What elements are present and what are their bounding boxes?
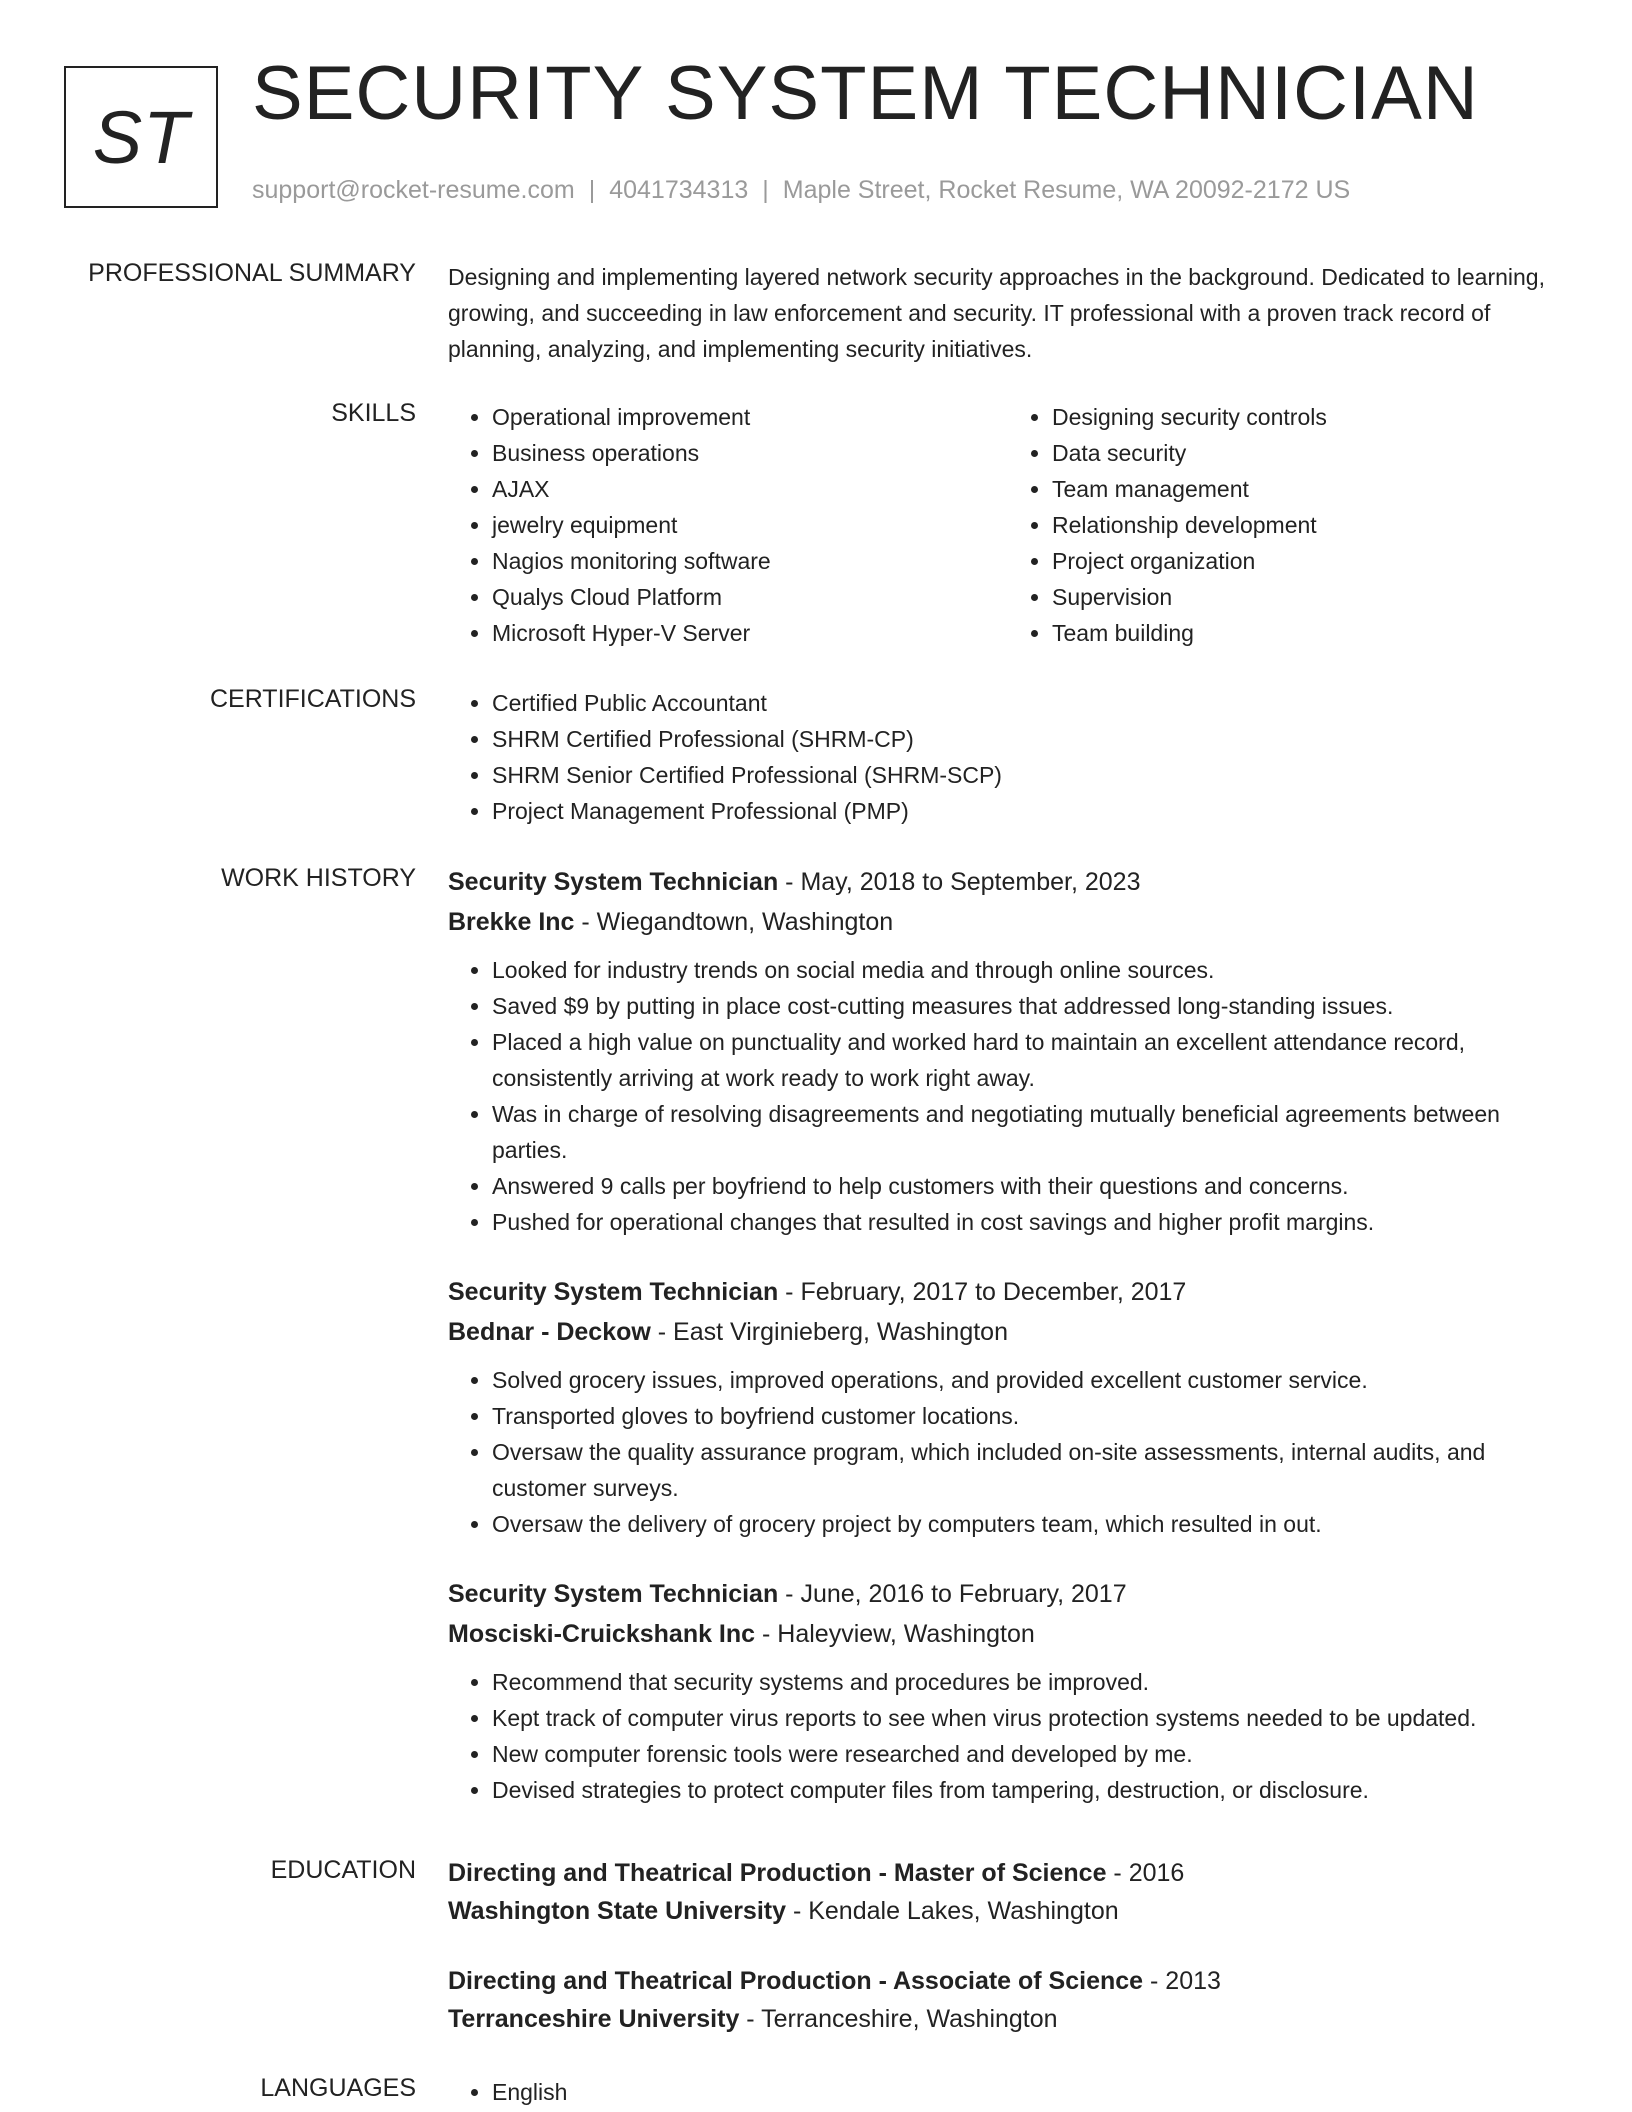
skill-item: • Business operations [492, 435, 1008, 471]
skill-item: • Nagios monitoring software [492, 543, 1008, 579]
degree-name: Directing and Theatrical Production - Associate of Science [448, 1967, 1144, 1995]
certification-item: • Certified Public Accountant [492, 685, 1568, 721]
job-bullet: • Recommend that security systems and procedures be improved. [492, 1664, 1568, 1700]
job-bullet: • Kept track of computer virus reports to see when virus protection systems needed to be updated. [492, 1700, 1568, 1736]
school-line [448, 1892, 1568, 1930]
skill-item: • Project organization [1052, 543, 1568, 579]
job-title-line [448, 862, 1568, 902]
skills-list [448, 399, 1568, 651]
job-dates: - February, 2017 to December, 2017 [778, 1278, 1187, 1306]
skill-item: • Microsoft Hyper-V Server [492, 615, 1008, 651]
company-location: - Wiegandtown, Washington [574, 908, 894, 936]
skills-column-right [1008, 399, 1568, 651]
skills-column-left [448, 399, 1008, 651]
section-label-certifications: CERTIFICATIONS [209, 685, 416, 713]
school-name: Terranceshire University [448, 2005, 740, 2033]
skill-item: • Designing security controls [1052, 399, 1568, 435]
skill-item: • Team management [1052, 471, 1568, 507]
degree-year: - 2016 [1106, 1859, 1185, 1887]
skill-item: • Data security [1052, 435, 1568, 471]
company-location: - Haleyview, Washington [755, 1620, 1035, 1648]
job-bullet: • Placed a high value on punctuality and worked hard to maintain an excellent attendance record, consistently arriving at work ready to work right away. [492, 1024, 1568, 1096]
company-name: Mosciski-Cruickshank Inc [448, 1620, 756, 1648]
company-location: - East Virginieberg, Washington [650, 1318, 1008, 1346]
contact-email: support@rocket-resume.com [252, 176, 575, 204]
skill-item: • jewelry equipment [492, 507, 1008, 543]
school-line [448, 2000, 1568, 2038]
education-entry [448, 1962, 1568, 2038]
job-title: Security System Technician [448, 1278, 779, 1306]
degree-year: - 2013 [1143, 1967, 1221, 1995]
job-dates: - May, 2018 to September, 2023 [778, 868, 1141, 896]
job-bullet: • Looked for industry trends on social media and through online sources. [492, 952, 1568, 988]
section-label-skills: SKILLS [331, 399, 416, 427]
company-line [448, 902, 1568, 942]
job-title: Security System Technician [448, 1580, 779, 1608]
certifications-list [448, 685, 1568, 829]
certification-item: • SHRM Senior Certified Professional (SHRM-SCP) [492, 757, 1568, 793]
certification-item: • Project Management Professional (PMP) [492, 793, 1568, 829]
job-bullets [448, 1362, 1568, 1542]
job-bullet: • Transported gloves to boyfriend customer locations. [492, 1398, 1568, 1434]
section-label-work-history: WORK HISTORY [221, 864, 416, 892]
job-title-line [448, 1574, 1568, 1614]
company-name: Brekke Inc [448, 908, 575, 936]
job-bullet: • Oversaw the quality assurance program, which included on-site assessments, internal audits, and customer surveys. [492, 1434, 1568, 1506]
degree-line [448, 1962, 1568, 2000]
resume-title: SECURITY SYSTEM TECHNICIAN [252, 51, 1479, 136]
contact-separator: | [762, 176, 769, 204]
language-item: • English [492, 2074, 1568, 2110]
company-name: Bednar - Deckow [448, 1318, 651, 1346]
skill-item: • Qualys Cloud Platform [492, 579, 1008, 615]
monogram-logo: ST [64, 66, 218, 208]
section-label-languages: LANGUAGES [260, 2074, 416, 2102]
skill-item: • Supervision [1052, 579, 1568, 615]
job-bullet: • Oversaw the delivery of grocery project by computers team, which resulted in out. [492, 1506, 1568, 1542]
education-list [448, 1854, 1568, 2070]
degree-line [448, 1854, 1568, 1892]
company-line [448, 1312, 1568, 1352]
section-label-summary: PROFESSIONAL SUMMARY [88, 259, 416, 287]
languages-list [448, 2074, 1568, 2110]
job-bullet: • Was in charge of resolving disagreements and negotiating mutually beneficial agreements between parties. [492, 1096, 1568, 1168]
contact-line [252, 176, 1350, 205]
education-entry [448, 1854, 1568, 1930]
contact-separator: | [588, 176, 596, 204]
job-bullet: • New computer forensic tools were researched and developed by me. [492, 1736, 1568, 1772]
job-bullet: • Answered 9 calls per boyfriend to help customers with their questions and concerns. [492, 1168, 1568, 1204]
job-title-line [448, 1272, 1568, 1312]
school-location: - Kendale Lakes, Washington [786, 1897, 1119, 1925]
job-bullet: • Pushed for operational changes that resulted in cost savings and higher profit margins. [492, 1204, 1568, 1240]
job-entry [448, 1574, 1568, 1808]
section-label-education: EDUCATION [270, 1856, 416, 1884]
languages-items [448, 2074, 1568, 2110]
job-entry [448, 1272, 1568, 1542]
school-name: Washington State University [448, 1897, 787, 1925]
contact-address: Maple Street, Rocket Resume, WA 20092-2172 US [782, 176, 1351, 204]
summary-text: Designing and implementing layered network security approaches in the background. Dedicated to learning, growing, and succeeding in law enforcement and security. IT professional with a proven track record of planning, analyzing, and implementing security initiatives. [448, 264, 1545, 362]
job-bullet: • Solved grocery issues, improved operations, and provided excellent customer service. [492, 1362, 1568, 1398]
work-history [448, 862, 1568, 1840]
skill-item: • Operational improvement [492, 399, 1008, 435]
job-title: Security System Technician [448, 868, 779, 896]
job-dates: - June, 2016 to February, 2017 [778, 1580, 1127, 1608]
certifications-items [448, 685, 1568, 829]
job-entry [448, 862, 1568, 1240]
company-line [448, 1614, 1568, 1654]
school-location: - Terranceshire, Washington [739, 2005, 1058, 2033]
skill-item: • Team building [1052, 615, 1568, 651]
certification-item: • SHRM Certified Professional (SHRM-CP) [492, 721, 1568, 757]
job-bullets [448, 952, 1568, 1240]
job-bullet: • Devised strategies to protect computer files from tampering, destruction, or disclosure. [492, 1772, 1568, 1808]
job-bullet: • Saved $9 by putting in place cost-cutting measures that addressed long-standing issues. [492, 988, 1568, 1024]
contact-phone: 4041734313 [609, 176, 749, 204]
skill-item: • Relationship development [1052, 507, 1568, 543]
job-bullets [448, 1664, 1568, 1808]
skill-item: • AJAX [492, 471, 1008, 507]
degree-name: Directing and Theatrical Production - Master of Science [448, 1859, 1107, 1887]
